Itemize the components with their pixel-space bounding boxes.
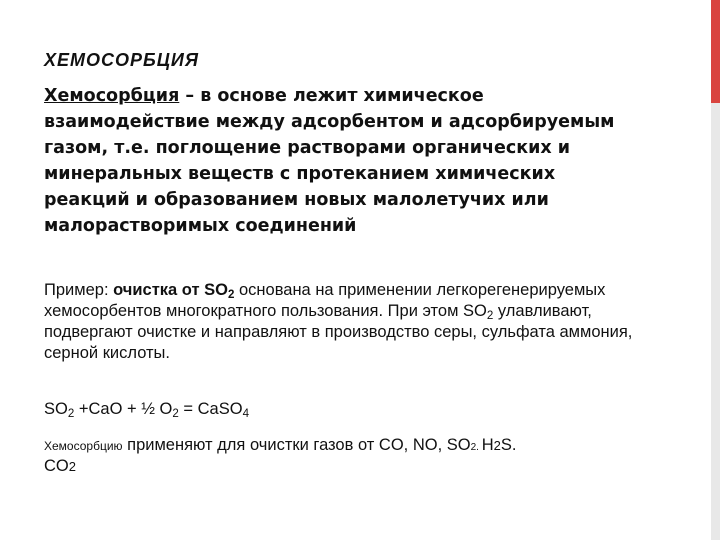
example-lead: Пример:: [44, 281, 114, 299]
usage-paragraph: [44, 436, 684, 476]
usage-s: S.: [500, 436, 517, 454]
example-text-1: основана на применении легкорегенерируемых хемосорбентов многократного пользования. При этом SO: [44, 281, 606, 320]
usage-h: H: [481, 436, 494, 454]
slide-title: ХЕМОСОРБЦИЯ: [44, 50, 199, 70]
accent-bar: [711, 0, 720, 103]
definition-paragraph: [44, 83, 624, 239]
usage-dot: .: [476, 442, 482, 453]
usage-co: CO: [44, 457, 69, 475]
accent-bar-light: [711, 103, 720, 540]
equation-part-3: = CaSO: [178, 400, 243, 418]
usage-co-subscript: 2: [68, 459, 76, 474]
example-bold-subscript: 2: [227, 289, 235, 301]
definition-text: – в основе лежит химическое взаимодействие между адсорбентом и адсорбируемым газом, т.е. поглощение растворами органических и минеральных веществ с протеканием химических реакций и образованием новых малолетучих или малорастворимых соединений: [44, 86, 615, 236]
equation-part-1: SO: [44, 400, 68, 418]
example-bold-text: очистка от SO: [113, 281, 228, 299]
equation-sub-2: 2: [172, 408, 179, 420]
usage-text: применяют для очистки газов от CO, NO, SO: [122, 436, 471, 454]
reaction-equation: [44, 398, 249, 420]
equation-sub-3: 4: [242, 408, 249, 420]
equation-part-2: +CaO + ½ O: [74, 400, 173, 418]
example-subscript-1: 2: [486, 310, 494, 322]
usage-word: Хемосорбцию: [44, 439, 123, 453]
usage-h-subscript: 2: [493, 438, 501, 453]
definition-term: Хемосорбция: [44, 86, 180, 106]
usage-so2-subscript: 2: [470, 442, 477, 453]
example-paragraph: [44, 280, 654, 364]
example-text-2: улавливают, подвергают очистке и направляют в производство серы, сульфата аммония, серной кислоты.: [44, 302, 633, 362]
example-bold-phrase: [113, 281, 234, 299]
equation-sub-1: 2: [67, 408, 75, 420]
